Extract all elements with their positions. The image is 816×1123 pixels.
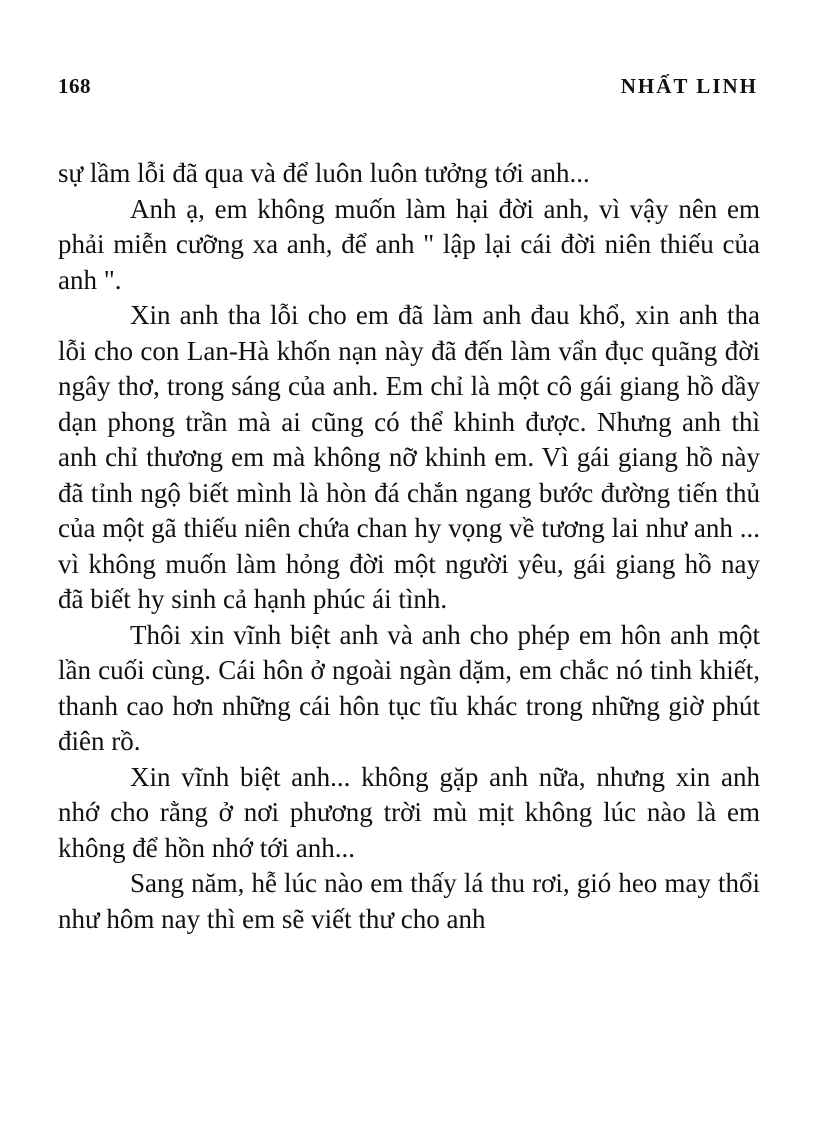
paragraph: Sang năm, hễ lúc nào em thấy lá thu rơi, gió heo may thổi như hôm nay thì em sẽ viết thư cho anh	[58, 868, 760, 934]
paragraph: Xin anh tha lỗi cho em đã làm anh đau khổ, xin anh tha lỗi cho con Lan-Hà khốn nạn này đã đến làm vẩn đục quãng đời ngây thơ, trong sáng của anh. Em chỉ là một cô gái giang hồ dầy dạn phong trần mà ai cũng có thể khinh được. Nhưng anh thì anh chỉ thương em mà không nỡ khinh em. Vì gái giang hồ này đã tỉnh ngộ biết mình là hòn đá chắn ngang bước đường tiến thủ của một gã thiếu niên chứa chan hy vọng về tương lai như anh ... vì không muốn làm hỏng đời một người yêu, gái giang hồ nay đã biết hy sinh cả hạnh phúc ái tình.	[58, 300, 760, 614]
page-header	[58, 74, 758, 104]
page-number: 168	[58, 74, 91, 98]
running-head-author: NHẤT LINH	[620, 74, 758, 98]
paragraph: Xin vĩnh biệt anh... không gặp anh nữa, nhưng xin anh nhớ cho rằng ở nơi phương trời mù mịt không lúc nào là em không để hồn nhớ tới anh...	[58, 761, 760, 863]
paragraph: sự lầm lỗi đã qua và để luôn luôn tưởng tới anh...	[58, 158, 590, 188]
body-text	[58, 156, 760, 937]
paragraph: Thôi xin vĩnh biệt anh và anh cho phép em hôn anh một lần cuối cùng. Cái hôn ở ngoài ngàn dặm, em chắc nó tinh khiết, thanh cao hơn những cái hôn tục tĩu khác trong những giờ phút điên rồ.	[58, 619, 760, 756]
paragraph: Anh ạ, em không muốn làm hại đời anh, vì vậy nên em phải miễn cưỡng xa anh, để anh " lập lại cái đời niên thiếu của anh ".	[58, 193, 760, 295]
